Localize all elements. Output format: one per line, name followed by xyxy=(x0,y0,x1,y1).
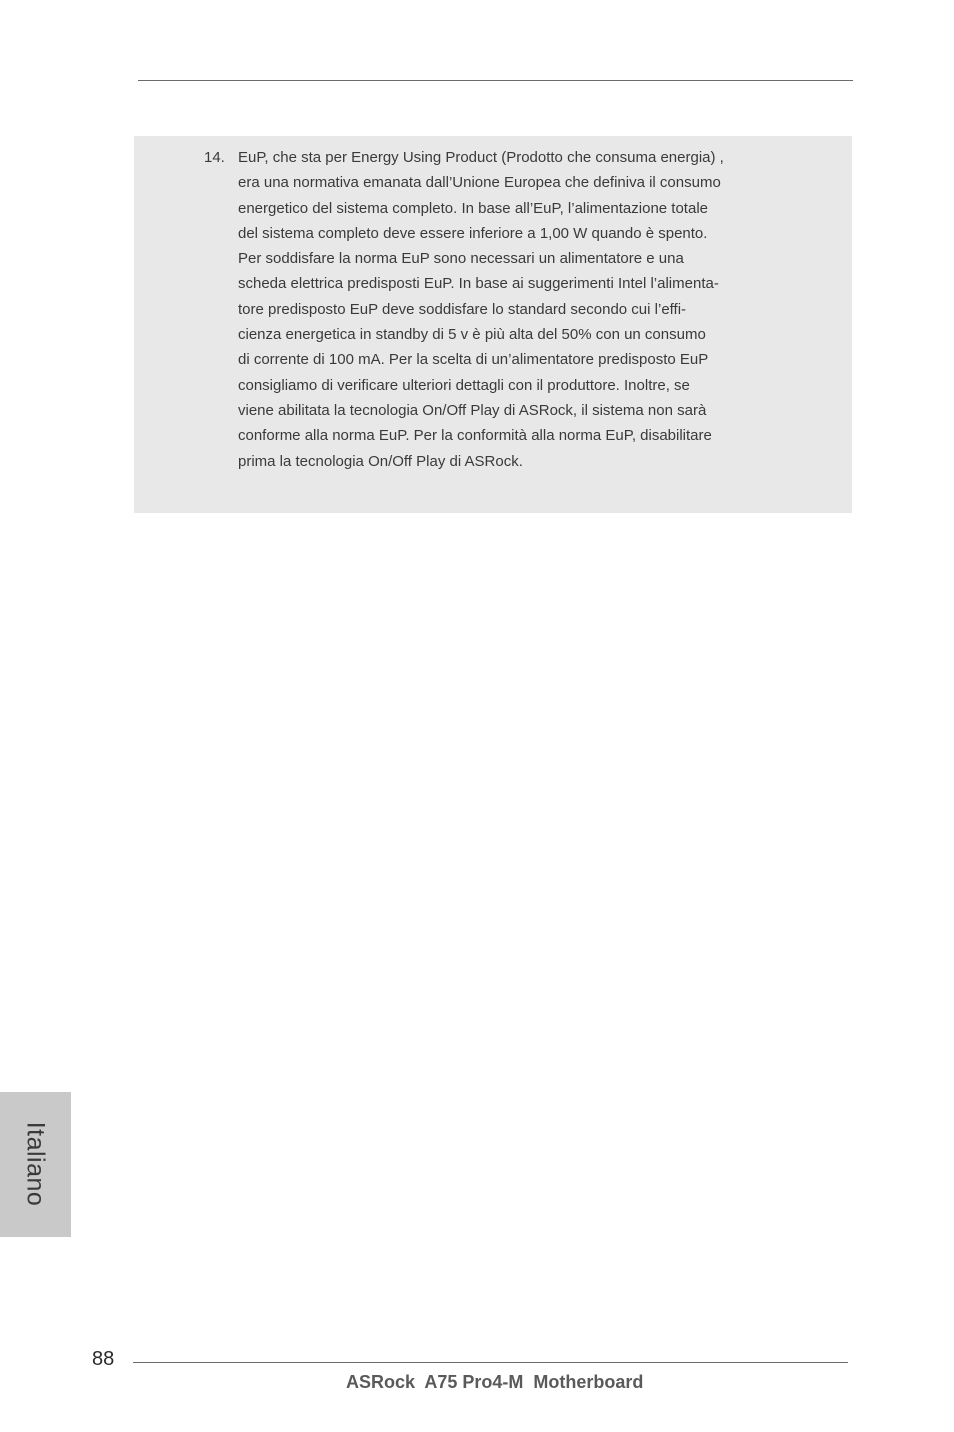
note-line: EuP, che sta per Energy Using Product (Prodotto che consuma energia) , xyxy=(238,149,724,166)
note-box xyxy=(134,136,852,513)
note-line: era una normativa emanata dall’Unione Europea che definiva il consumo xyxy=(238,174,721,192)
footer-rule xyxy=(133,1362,848,1363)
note-line: cienza energetica in standby di 5 v è più alta del 50% con un consumo xyxy=(238,326,706,344)
note-line: conforme alla norma EuP. Per la conformità alla norma EuP, disabilitare xyxy=(238,427,712,445)
note-number: 14. xyxy=(204,149,225,166)
language-label: Italiano xyxy=(21,1121,50,1207)
note-line: del sistema completo deve essere inferiore a 1,00 W quando è spento. xyxy=(238,224,708,242)
note-line: tore predisposto EuP deve soddisfare lo standard secondo cui l’effi- xyxy=(238,300,687,318)
note-line: scheda elettrica predisposti EuP. In base ai suggerimenti Intel l’alimenta- xyxy=(238,275,719,293)
note-line: Per soddisfare la norma EuP sono necessari un alimentatore e una xyxy=(238,250,684,268)
note-line: consigliamo di verificare ulteriori dettagli con il produttore. Inoltre, se xyxy=(238,376,690,394)
language-side-tab xyxy=(0,1092,71,1237)
note-line: viene abilitata la tecnologia On/Off Play di ASRock, il sistema non sarà xyxy=(238,401,707,419)
note-line: energetico del sistema completo. In base all’EuP, l’alimentazione totale xyxy=(238,199,708,217)
note-item xyxy=(204,145,794,474)
top-rule xyxy=(138,80,853,81)
note-line: prima la tecnologia On/Off Play di ASRock. xyxy=(238,452,523,470)
note-text xyxy=(238,145,794,474)
page-number: 88 xyxy=(92,1348,115,1370)
note-line: di corrente di 100 mA. Per la scelta di un’alimentatore predisposto EuP xyxy=(238,351,709,369)
footer-title: ASRock A75 Pro4-M Motherboard xyxy=(346,1372,644,1392)
